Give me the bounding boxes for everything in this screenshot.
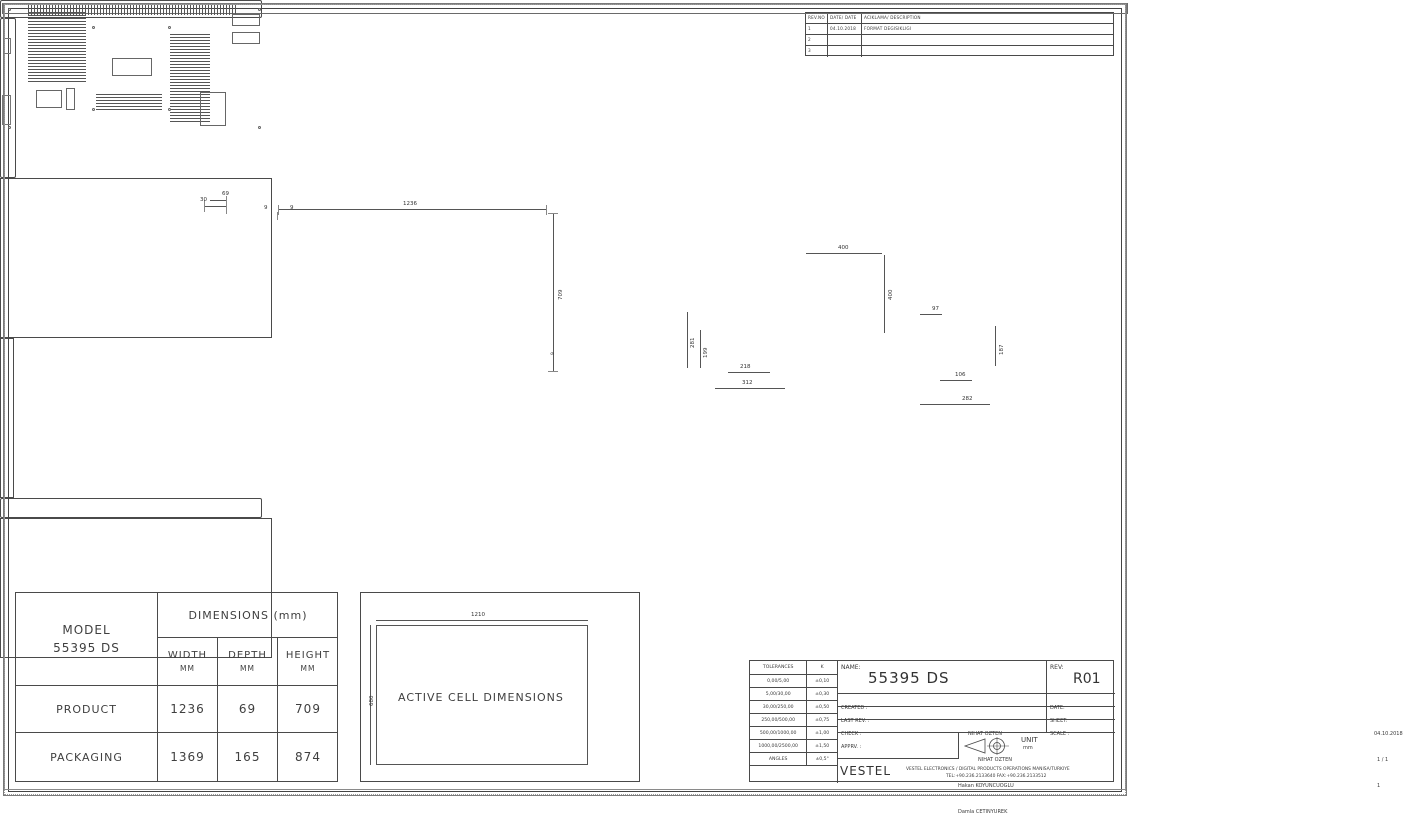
projection-symbol-icon [963,736,1019,756]
tolerances-label: TOLERANCES [762,665,794,670]
row-product-label: PRODUCT [56,702,117,716]
tol-value-6: ±0,5° [815,756,829,762]
rev-row-0-desc: FORMAT DEGISIKLIGI [864,26,912,31]
row-product-depth-value: 69 [238,702,257,716]
rev-header-date: DATE/ DATE [830,15,857,20]
lastrev-label: LAST REV. : [841,718,870,724]
row-product-width-value: 1236 [170,702,205,716]
dim-vesa-horizontal: 400 [838,245,849,251]
rear-vent-left [28,12,86,84]
dim-cell-height: 680 [369,695,375,706]
tol-value-4: ±1,00 [815,730,830,736]
col-height [278,638,338,686]
dim-bezel-top: 9 [290,205,294,211]
company-logo: VESTEL [840,764,892,778]
row-packaging-height [278,733,338,781]
dim-line-cell-width [376,620,588,621]
col-width-unit: MM [180,664,195,673]
dim-vesa-vertical: 400 [888,289,894,300]
table-row [16,686,158,733]
rev-header-no: REV.NO [808,15,825,20]
tol-range-4: 500,00/1000,00 [759,730,797,736]
approve-label: APPRV. : [841,744,862,750]
row-product-width [158,686,218,733]
dim-line-e [920,314,942,315]
row-product-height [278,686,338,733]
row-packaging-depth [218,733,278,781]
rear-speaker-top [232,14,260,26]
unit-label: UNIT [1021,736,1038,744]
tolerances-box [750,661,838,783]
rev-row-0-no: 1 [808,26,811,31]
vesa-hole [168,108,171,111]
col-height-unit: MM [300,664,316,673]
dim-depth-panel: 30 [200,197,207,203]
row-packaging-width [158,733,218,781]
scale-label: SCALE : [1050,731,1070,737]
tol-range-3: 250,00/500,00 [761,717,796,723]
col-depth-label: DEPTH [228,650,267,661]
dim-line-d [715,388,785,389]
tol-range-5: 1000,00/2500,00 [758,743,798,749]
row-product-depth [218,686,278,733]
dimensions-header-label: DIMENSIONS (mm) [188,608,308,622]
scale-value: 1 [1377,783,1381,789]
unit-value: mm [1023,745,1033,751]
lastrev-value: NIHAT OZTEN [978,757,1012,763]
dim-line-h [995,326,996,366]
dim-line-a [687,312,688,368]
product-dimensions-table [15,592,338,782]
tol-value-2: ±0,50 [815,704,830,710]
vesa-hole [92,108,95,111]
vesa-hole [8,8,11,11]
dim-line-vesa-h [806,253,882,254]
sheet-value: 1 / 1 [1377,757,1389,763]
tol-value-5: ±1,50 [815,743,830,749]
tol-range-1: 5,00/30,00 [765,691,791,697]
dim-line-g [920,404,990,405]
dim-rear-h: 187 [999,344,1005,355]
dim-line-f [940,380,972,381]
row-packaging-width-value: 1369 [170,750,205,764]
dimensions-header [158,593,338,638]
revision-box [1047,661,1115,694]
model-label: MODEL [62,623,111,637]
rear-vent-center [96,94,162,112]
scale-row [1047,720,1381,789]
dim-rear-e: 97 [932,306,939,312]
rev-label: REV: [1050,664,1064,671]
vesa-hole [258,8,261,11]
dim-rear-a: 281 [690,337,696,348]
vesa-hole [258,126,261,129]
rev-row-1-no: 2 [808,37,811,42]
model-value: 55395 DS [53,641,120,655]
projection-unit-box [959,733,1047,759]
row-packaging-height-value: 874 [295,750,321,764]
rev-value: R01 [1073,671,1101,687]
dim-bezel-side: 9 [264,205,268,211]
vesa-hole [8,126,11,129]
rear-speaker-bottom [232,32,260,44]
tol-range-2: 30,00/250,00 [762,704,794,710]
name-label: NAME: [841,664,861,671]
dim-rear-g: 282 [962,396,973,402]
dim-rear-f: 106 [955,372,966,378]
company-bar [838,759,1115,783]
rev-row-2-no: 3 [808,48,811,53]
col-depth [218,638,278,686]
col-width [158,638,218,686]
rear-connector-module [66,88,75,110]
dim-rear-b: 199 [703,347,709,358]
date-label: DATE: [1050,705,1065,711]
title-block [749,660,1403,815]
vesa-hole [92,26,95,29]
rear-io-panel [200,92,226,126]
row-product-height-value: 709 [295,702,321,716]
tol-value-0: ±0,10 [815,678,830,684]
rear-power-module [36,90,62,108]
dim-rear-d: 312 [742,380,753,386]
dim-line-vesa-v [884,255,885,333]
tol-range-0: 0,00/5,00 [767,678,790,684]
rev-header-desc: ACIKLAMA/ DESCRIPTION [864,15,921,20]
check-value: Hakan KOYUNCUOGLU [958,783,1014,789]
row-packaging-depth-value: 165 [234,750,261,764]
dim-depth-total: 69 [222,191,229,197]
tolerances-class: K [820,665,824,670]
model-cell [16,593,158,686]
dim-height-709: 709 [558,289,564,300]
dim-bezel-bottom: 9 [551,352,556,355]
table-row [16,733,158,781]
check-label: CHECK : [841,731,862,737]
approve-value: Damla CETINYUREK [958,809,1008,815]
vesa-hole [168,26,171,29]
company-address-line1: VESTEL ELECTRONICS / DIGITAL PRODUCTS OPERATIONS MANISA/TURKIYE [906,767,1070,772]
company-address-line2: TEL:+90.236.2133640 FAX:+90.236.2133512 [946,774,1047,779]
dim-width-1236: 1236 [403,201,417,207]
col-height-label: HEIGHT [285,650,331,661]
row-packaging-label: PACKAGING [50,750,123,764]
tol-value-1: ±0,30 [815,691,830,697]
created-value: NIHAT OZTEN [968,731,1002,737]
rev-row-0-date: 04.10.2018 [830,26,856,31]
col-width-label: WIDTH [167,650,208,661]
date-value: 04.10.2018 [1374,731,1403,737]
rear-label-plate [112,58,152,76]
created-label: CREATED : [841,705,868,711]
active-cell-caption: ACTIVE CELL DIMENSIONS [398,691,564,704]
tol-value-3: ±0,75 [815,717,830,723]
col-depth-unit: MM [240,664,255,673]
dim-rear-c: 218 [740,364,751,370]
page-title: 55395 DS [868,669,950,687]
tol-range-6: ANGLES [768,756,788,762]
dim-cell-width: 1210 [471,612,485,618]
dim-line-b [700,330,701,368]
dim-line-c [728,372,770,373]
drawing-name-box [838,661,1047,694]
sheet-label: SHEET: [1050,718,1068,724]
